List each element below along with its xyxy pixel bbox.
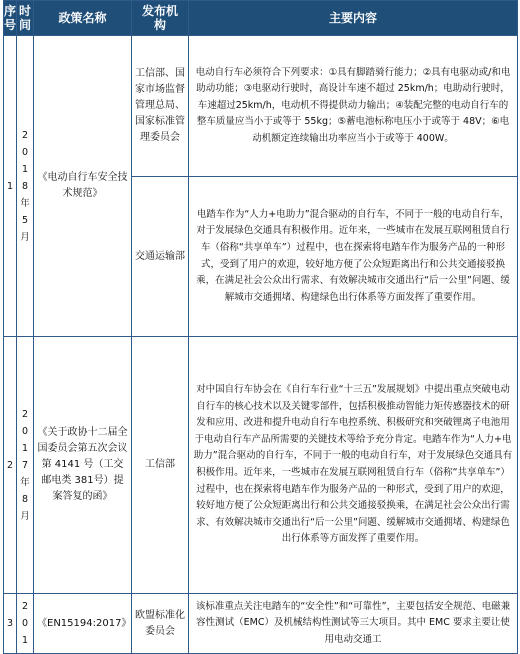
table-row xyxy=(4,36,518,177)
row-issuer: 工信部、国家市场监督管理总局、国家标准管理委员会 xyxy=(132,36,189,177)
row-seq: 3 xyxy=(4,594,17,654)
row-content: 对中国自行车协会在《自行车行业“十三五”发展规划》中提出重点突破电动自行车的核心技术以及关键零部件，包括积极推动智能力矩传感器技术的研发和应用、改进和提升电动自行车电控系统、积极研究和突破锂离子电池用于电动自行车产品所需要的关键技术等给予充分肯定。电踏车作为“人力+电助力”混合驱动的自行车，不同于一般的电动自行车，对于发展绿色交通具有积极作用。近年来，一些城市在发展互联网租赁自行车（俗称“共享单车”）过程中，也在探索将电踏车作为服务产品的一种形式，受到了用户的欢迎，较好地方便了公众短距离出行和公共交通接驳换乘，在满足社会公众出行需求、有效解决城市交通出行“后一公里”问题、缓解城市交通拥堵、构建绿色出行体系等方面发挥了重要作用。 xyxy=(189,337,518,594)
row-time: 2 0 1 xyxy=(17,594,34,654)
table-header-row xyxy=(4,1,518,36)
row-policy: 《电动自行车安全技术规范》 xyxy=(34,36,132,337)
row-content: 该标准重点关注电踏车的“安全性”和“可靠性”，主要包括安全规范、电磁兼容性测试（EMC）及机械结构性测试等三大项目。其中 EMC 要求主要让使用电动交通工 xyxy=(189,594,518,654)
row-issuer: 交通运输部 xyxy=(132,177,189,337)
header-content: 主要内容 xyxy=(189,1,518,36)
row-policy: 《关于政协十二届全国委员会第五次会议第 4141 号（工交邮电类 381号）提案答复的函》 xyxy=(34,337,132,594)
header-seq: 序 号 xyxy=(4,1,17,36)
header-issuer: 发布机 构 xyxy=(132,1,189,36)
row-content: 电踏车作为“人力+电助力”混合驱动的自行车，不同于一般的电动自行车，对于发展绿色交通具有积极作用。近年来，一些城市在发展互联网租赁自行车（俗称“共享单车”）过程中，也在探索将电踏车作为服务产品的一种形式，受到了用户的欢迎，较好地方便了公众短距离出行和公共交通接驳换乘，在满足社会公众出行需求、有效解决城市交通出行“后一公里”问题、缓解城市交通拥堵、构建绿色出行体系等方面发挥了重要作用。 xyxy=(189,177,518,337)
row-content: 电动自行车必须符合下列要求：①具有脚踏骑行能力；②具有电驱动或/和电助动功能；③电驱动行驶时，高设计车速不超过 25km/h；电助动行驶时，车速超过25km/h，电动机不得提供动力输出；④装配完整的电动自行车的整车质量应当小于或等于 55kg；⑤蓄电池标称电压小于或等于 48V；⑥电动机额定连续输出功率应当小于或等于 400W。 xyxy=(189,36,518,177)
header-policy: 政策名称 xyxy=(34,1,132,36)
policy-table xyxy=(3,0,518,654)
row-seq: 2 xyxy=(4,337,17,594)
row-time: 2 0 1 7 年 8 月 xyxy=(17,337,34,594)
row-issuer: 欧盟标准化委员会 xyxy=(132,594,189,654)
row-seq: 1 xyxy=(4,36,17,337)
table-row xyxy=(4,337,518,594)
row-time: 2 0 1 8 年 5 月 xyxy=(17,36,34,337)
table-row xyxy=(4,594,518,654)
row-issuer: 工信部 xyxy=(132,337,189,594)
header-time: 时 间 xyxy=(17,1,34,36)
row-policy: 《EN15194:2017》 xyxy=(34,594,132,654)
